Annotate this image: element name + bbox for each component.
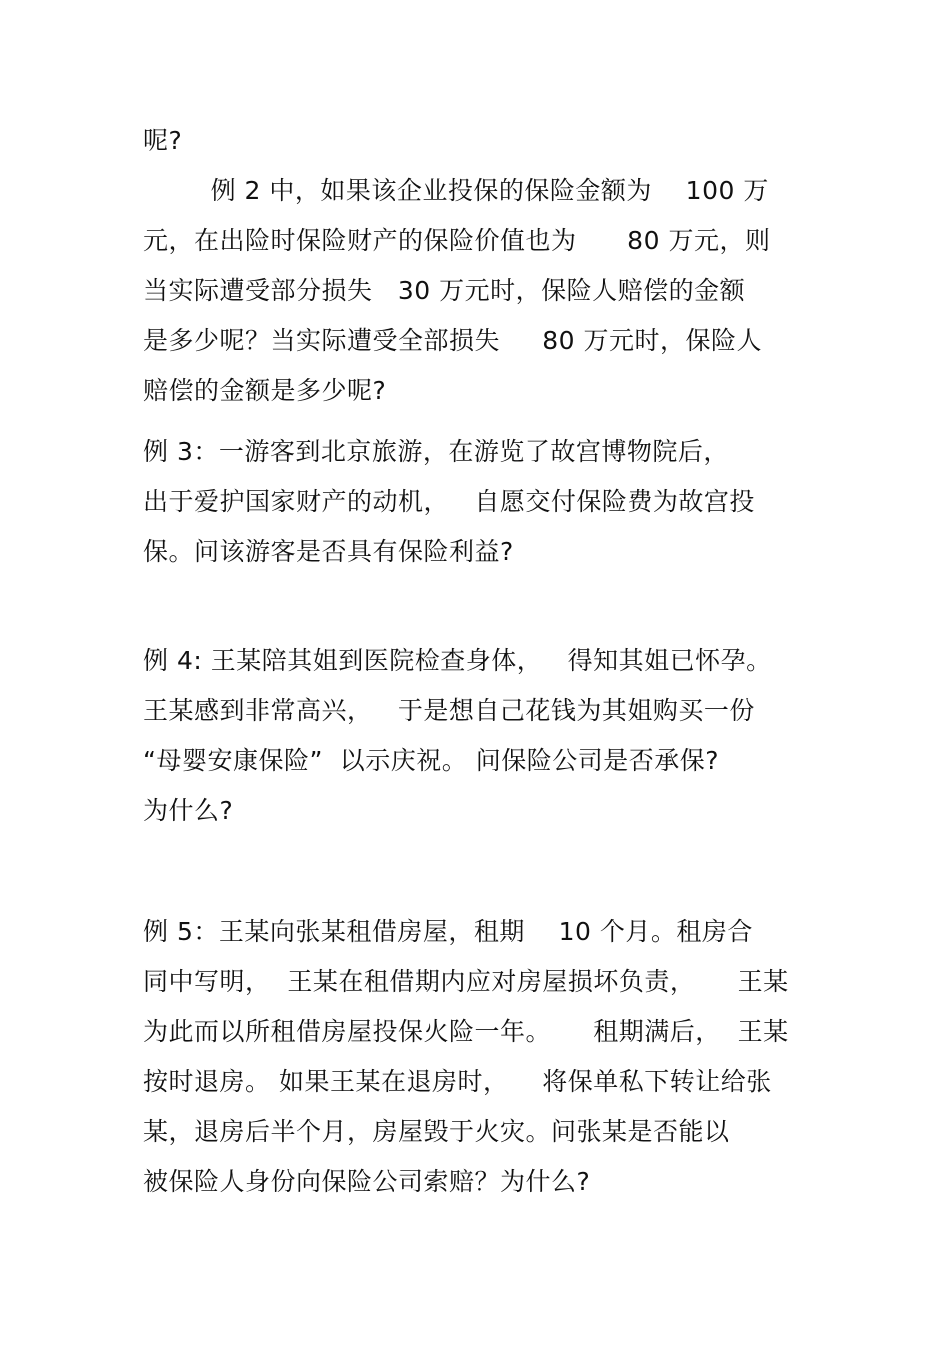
text-line: 王某感到非常高兴， 于是想自己花钱为其姐购买一份 xyxy=(143,696,755,725)
text-line: 为什么? xyxy=(143,796,234,825)
text-line: 呢? xyxy=(143,126,183,155)
text-line: 某，退房后半个月，房屋毁于火灾。问张某是否能以 xyxy=(143,1117,730,1146)
text-line: 保。问该游客是否具有保险利益? xyxy=(143,537,514,566)
text-line: 出于爱护国家财产的动机， 自愿交付保险费为故宫投 xyxy=(143,487,755,516)
text-line: 例 3：一游客到北京旅游，在游览了故宫博物院后， xyxy=(143,437,729,466)
text-line: 例 4: 王某陪其姐到医院检查身体， 得知其姐已怀孕。 xyxy=(143,646,772,675)
text-line: “母婴安康保险” 以示庆祝。 问保险公司是否承保? xyxy=(143,746,720,775)
text-line: 例 5：王某向张某租借房屋，租期 10 个月。租房合 xyxy=(143,917,753,946)
text-line: 是多少呢？当实际遭受全部损失 80 万元时，保险人 xyxy=(143,326,762,355)
text-line: 为此而以所租借房屋投保火险一年。 租期满后， 王某 xyxy=(143,1017,789,1046)
text-line: 例 2 中，如果该企业投保的保险金额为 100 万 xyxy=(143,176,769,205)
text-line: 赔偿的金额是多少呢? xyxy=(143,376,387,405)
text-line: 按时退房。 如果王某在退房时， 将保单私下转让给张 xyxy=(143,1067,772,1096)
text-line: 同中写明， 王某在租借期内应对房屋损坏负责， 王某 xyxy=(143,967,789,996)
text-line: 当实际遭受部分损失 30 万元时，保险人赔偿的金额 xyxy=(143,276,746,305)
text-line: 被保险人身份向保险公司索赔？为什么? xyxy=(143,1167,591,1196)
text-line: 元，在出险时保险财产的保险价值也为 80 万元，则 xyxy=(143,226,771,255)
